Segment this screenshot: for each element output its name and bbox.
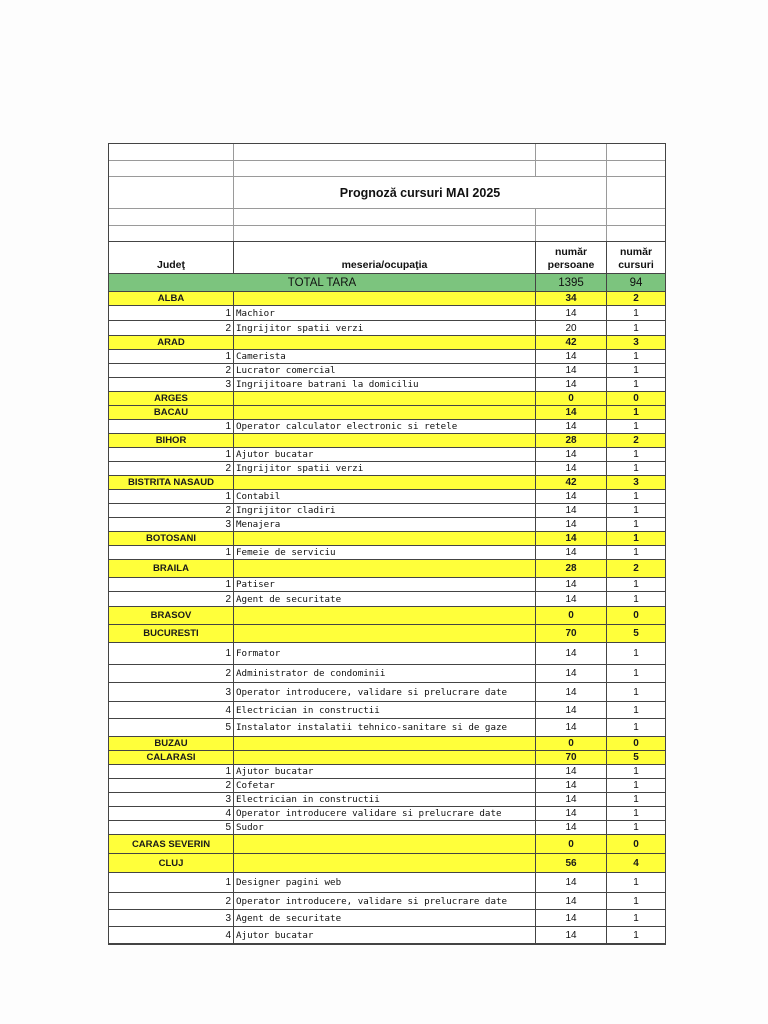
occupation-cell: [234, 292, 536, 305]
course-row: [109, 448, 665, 462]
county-name: ARGES: [109, 392, 234, 405]
courses-cell: 1: [633, 929, 639, 941]
courses-cell: 1: [633, 704, 639, 716]
persons-cell: 14: [536, 665, 607, 682]
persons-cell: 14: [536, 893, 607, 909]
county-name: CARAS SEVERIN: [109, 835, 234, 853]
persons-cell: 14: [536, 683, 607, 701]
persons-cell: 14: [536, 364, 607, 377]
courses-cell: 1: [633, 648, 639, 659]
persons-cell: 0: [536, 607, 607, 624]
occupation-name: Lucrator comercial: [234, 364, 536, 377]
occupation-name: Operator calculator electronic si retele: [234, 420, 536, 433]
county-row: [109, 336, 665, 350]
occupation-name: Camerista: [234, 350, 536, 363]
persons-cell: 20: [536, 321, 607, 335]
occupation-cell: [234, 532, 536, 545]
courses-cell: 3: [633, 477, 639, 488]
course-row: [109, 910, 665, 927]
course-row: [109, 821, 665, 835]
courses-cell: 1: [633, 491, 639, 502]
courses-cell: 1: [633, 794, 639, 805]
persons-cell: 14: [536, 518, 607, 531]
course-row: [109, 364, 665, 378]
occupation-cell: [234, 476, 536, 489]
persons-cell: 28: [536, 560, 607, 577]
persons-cell: 0: [536, 835, 607, 853]
persons-cell: 14: [536, 719, 607, 736]
course-row: [109, 807, 665, 821]
courses-cell: 1: [633, 407, 639, 418]
courses-cell: 1: [633, 547, 639, 558]
county-row: [109, 560, 665, 578]
occupation-cell: [234, 835, 536, 853]
persons-cell: 14: [536, 306, 607, 320]
county-name: CALARASI: [109, 751, 234, 764]
course-row: [109, 665, 665, 683]
occupation-name: Ingrijitor cladiri: [234, 504, 536, 517]
course-number: 2: [109, 321, 234, 335]
course-number: 2: [109, 592, 234, 606]
courses-cell: 1: [633, 421, 639, 432]
course-row: [109, 779, 665, 793]
course-number: 1: [109, 448, 234, 461]
course-number: 4: [109, 807, 234, 820]
persons-cell: 70: [536, 751, 607, 764]
forecast-table: [108, 143, 666, 945]
county-row: [109, 476, 665, 490]
courses-cell: 1: [633, 519, 639, 530]
courses-cell: 1: [633, 780, 639, 791]
course-row: [109, 578, 665, 592]
header-persons: număr persoane: [536, 242, 607, 273]
title-row: [109, 177, 665, 209]
county-name: ALBA: [109, 292, 234, 305]
county-row: [109, 434, 665, 448]
course-number: 2: [109, 504, 234, 517]
courses-cell: 1: [633, 895, 639, 907]
courses-cell: 1: [633, 722, 639, 733]
courses-cell: 2: [633, 435, 639, 446]
course-row: [109, 420, 665, 434]
occupation-name: Machior: [234, 306, 536, 320]
occupation-name: Electrician in constructii: [234, 702, 536, 718]
occupation-name: Sudor: [234, 821, 536, 834]
course-number: 3: [109, 793, 234, 806]
course-number: 4: [109, 927, 234, 943]
persons-cell: 0: [536, 392, 607, 405]
courses-cell: 3: [633, 337, 639, 348]
persons-cell: 14: [536, 462, 607, 475]
total-row: [109, 274, 665, 292]
occupation-cell: [234, 434, 536, 447]
courses-cell: 1: [633, 351, 639, 362]
occupation-cell: [234, 392, 536, 405]
courses-cell: 1: [633, 533, 639, 544]
county-name: BACAU: [109, 406, 234, 419]
course-number: 1: [109, 350, 234, 363]
course-row: [109, 518, 665, 532]
courses-cell: 2: [633, 293, 639, 304]
persons-cell: 14: [536, 910, 607, 926]
persons-cell: 14: [536, 532, 607, 545]
county-row: [109, 292, 665, 306]
occupation-name: Agent de securitate: [234, 910, 536, 926]
course-number: 1: [109, 546, 234, 559]
county-name: BUZAU: [109, 737, 234, 750]
blank-row: [109, 144, 665, 161]
county-row: [109, 392, 665, 406]
county-name: BRAILA: [109, 560, 234, 577]
courses-cell: 1: [633, 449, 639, 460]
courses-cell: 2: [633, 563, 639, 574]
total-label: TOTAL TARA: [109, 274, 536, 291]
persons-cell: 14: [536, 927, 607, 943]
table-body: [109, 292, 665, 944]
total-persons: 1395: [536, 274, 607, 291]
occupation-name: Formator: [234, 643, 536, 664]
occupation-cell: [234, 336, 536, 349]
course-number: 3: [109, 518, 234, 531]
column-headers: [109, 241, 665, 274]
courses-cell: 4: [633, 857, 639, 869]
county-name: BISTRITA NASAUD: [109, 476, 234, 489]
course-row: [109, 927, 665, 944]
persons-cell: 42: [536, 336, 607, 349]
occupation-name: Ingrijitor spatii verzi: [234, 462, 536, 475]
occupation-cell: [234, 854, 536, 872]
county-row: [109, 607, 665, 625]
persons-cell: 14: [536, 378, 607, 391]
county-row: [109, 406, 665, 420]
course-number: 2: [109, 462, 234, 475]
persons-cell: 14: [536, 873, 607, 892]
blank-row: [109, 226, 665, 242]
courses-cell: 1: [633, 766, 639, 777]
course-row: [109, 592, 665, 607]
occupation-cell: [234, 625, 536, 642]
occupation-cell: [234, 560, 536, 577]
persons-cell: 42: [536, 476, 607, 489]
courses-cell: 1: [633, 877, 639, 888]
course-number: 3: [109, 683, 234, 701]
course-row: [109, 643, 665, 665]
course-number: 2: [109, 893, 234, 909]
course-row: [109, 378, 665, 392]
blank-row: [109, 161, 665, 178]
occupation-cell: [234, 751, 536, 764]
course-row: [109, 765, 665, 779]
occupation-cell: [234, 737, 536, 750]
course-number: 2: [109, 779, 234, 792]
county-name: CLUJ: [109, 854, 234, 872]
table-title: Prognoză cursuri MAI 2025: [234, 177, 607, 208]
occupation-name: Electrician in constructii: [234, 793, 536, 806]
occupation-name: Ajutor bucatar: [234, 765, 536, 778]
header-courses: număr cursuri: [618, 246, 654, 271]
occupation-name: Ingrijitoare batrani la domiciliu: [234, 378, 536, 391]
persons-cell: 70: [536, 625, 607, 642]
courses-cell: 5: [633, 628, 639, 639]
persons-cell: 14: [536, 765, 607, 778]
course-number: 3: [109, 910, 234, 926]
persons-cell: 14: [536, 807, 607, 820]
county-name: ARAD: [109, 336, 234, 349]
persons-cell: 14: [536, 578, 607, 591]
occupation-cell: [234, 406, 536, 419]
course-number: 1: [109, 490, 234, 503]
courses-cell: 1: [633, 912, 639, 924]
course-number: 1: [109, 420, 234, 433]
course-row: [109, 490, 665, 504]
courses-cell: 1: [633, 686, 639, 698]
courses-cell: 1: [633, 579, 639, 590]
courses-cell: 1: [633, 593, 639, 605]
persons-cell: 28: [536, 434, 607, 447]
courses-cell: 0: [633, 738, 639, 749]
courses-cell: 0: [633, 610, 639, 621]
course-row: [109, 462, 665, 476]
course-number: 5: [109, 821, 234, 834]
county-name: BOTOSANI: [109, 532, 234, 545]
courses-cell: 0: [633, 393, 639, 404]
blank-row: [109, 209, 665, 226]
occupation-name: Patiser: [234, 578, 536, 591]
persons-cell: 14: [536, 504, 607, 517]
persons-cell: 14: [536, 643, 607, 664]
occupation-name: Administrator de condominii: [234, 665, 536, 682]
occupation-name: Ajutor bucatar: [234, 448, 536, 461]
persons-cell: 14: [536, 793, 607, 806]
header-county: Judeţ: [109, 242, 234, 273]
occupation-name: Menajera: [234, 518, 536, 531]
header-occupation: meseria/ocupaţia: [234, 242, 536, 273]
persons-cell: 14: [536, 546, 607, 559]
county-name: BRASOV: [109, 607, 234, 624]
course-row: [109, 546, 665, 560]
courses-cell: 1: [633, 365, 639, 376]
persons-cell: 14: [536, 350, 607, 363]
county-name: BUCURESTI: [109, 625, 234, 642]
persons-cell: 14: [536, 448, 607, 461]
course-row: [109, 702, 665, 719]
course-row: [109, 719, 665, 737]
occupation-name: Instalator instalatii tehnico-sanitare si de gaze: [234, 719, 536, 736]
persons-cell: 0: [536, 737, 607, 750]
total-courses: 94: [629, 276, 643, 289]
courses-cell: 0: [633, 838, 639, 850]
courses-cell: 1: [633, 808, 639, 819]
courses-cell: 1: [633, 379, 639, 390]
course-row: [109, 504, 665, 518]
courses-cell: 1: [633, 322, 639, 334]
occupation-name: Operator introducere, validare si prelucrare date: [234, 893, 536, 909]
course-row: [109, 893, 665, 910]
course-number: 1: [109, 873, 234, 892]
occupation-name: Ajutor bucatar: [234, 927, 536, 943]
course-number: 1: [109, 306, 234, 320]
occupation-cell: [234, 607, 536, 624]
course-number: 2: [109, 364, 234, 377]
courses-cell: 5: [633, 752, 639, 763]
course-row: [109, 683, 665, 702]
county-row: [109, 532, 665, 546]
course-row: [109, 350, 665, 364]
occupation-name: Operator introducere, validare si prelucrare date: [234, 683, 536, 701]
persons-cell: 34: [536, 292, 607, 305]
county-row: [109, 854, 665, 873]
persons-cell: 14: [536, 821, 607, 834]
persons-cell: 14: [536, 490, 607, 503]
county-row: [109, 737, 665, 751]
course-row: [109, 321, 665, 336]
county-name: BIHOR: [109, 434, 234, 447]
persons-cell: 14: [536, 702, 607, 718]
occupation-name: Operator introducere validare si prelucrare date: [234, 807, 536, 820]
course-number: 1: [109, 643, 234, 664]
county-row: [109, 835, 665, 854]
persons-cell: 14: [536, 592, 607, 606]
persons-cell: 56: [536, 854, 607, 872]
persons-cell: 14: [536, 420, 607, 433]
occupation-name: Ingrijitor spatii verzi: [234, 321, 536, 335]
courses-cell: 1: [633, 668, 639, 679]
occupation-name: Agent de securitate: [234, 592, 536, 606]
course-number: 1: [109, 578, 234, 591]
courses-cell: 1: [633, 307, 639, 319]
occupation-name: Contabil: [234, 490, 536, 503]
courses-cell: 1: [633, 822, 639, 833]
persons-cell: 14: [536, 406, 607, 419]
course-number: 5: [109, 719, 234, 736]
course-number: 3: [109, 378, 234, 391]
county-row: [109, 751, 665, 765]
occupation-name: Femeie de serviciu: [234, 546, 536, 559]
course-number: 4: [109, 702, 234, 718]
course-number: 2: [109, 665, 234, 682]
county-row: [109, 625, 665, 643]
occupation-name: Designer pagini web: [234, 873, 536, 892]
courses-cell: 1: [633, 505, 639, 516]
courses-cell: 1: [633, 463, 639, 474]
occupation-name: Cofetar: [234, 779, 536, 792]
course-row: [109, 793, 665, 807]
course-row: [109, 873, 665, 893]
course-number: 1: [109, 765, 234, 778]
course-row: [109, 306, 665, 321]
persons-cell: 14: [536, 779, 607, 792]
